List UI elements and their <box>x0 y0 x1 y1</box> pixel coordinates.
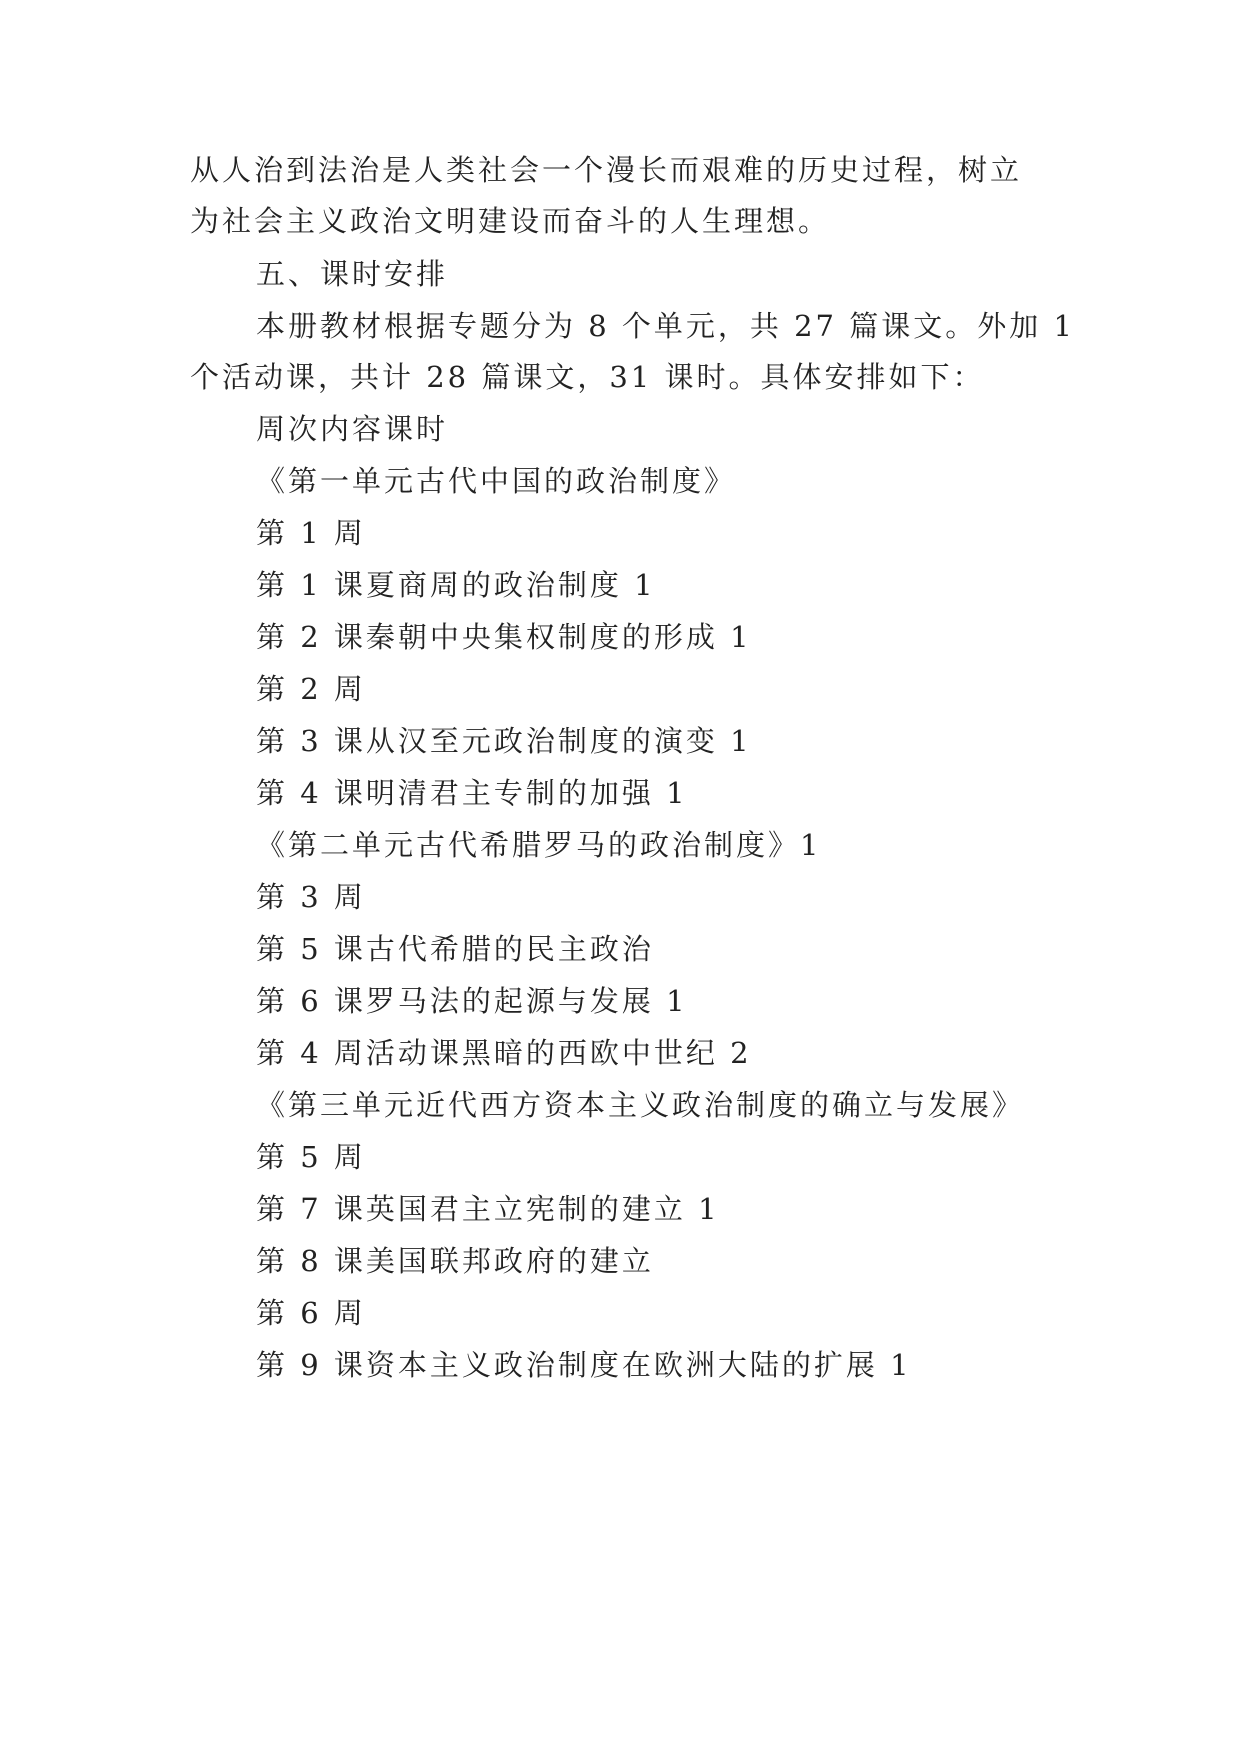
lesson-line: 第 7 课英国君主立宪制的建立 1 <box>256 1192 720 1226</box>
lesson-line: 第 9 课资本主义政治制度在欧洲大陆的扩展 1 <box>256 1348 912 1382</box>
lesson-line: 第 3 课从汉至元政治制度的演变 1 <box>256 724 752 758</box>
lesson-line: 第 4 课明清君主专制的加强 1 <box>256 776 688 810</box>
paragraph-line: 从人治到法治是人类社会一个漫长而艰难的历史过程，树立 <box>190 153 1023 187</box>
lesson-line: 第 5 课古代希腊的民主政治 <box>256 932 654 966</box>
week-label: 第 2 周 <box>256 672 366 706</box>
lesson-line: 第 1 课夏商周的政治制度 1 <box>256 568 656 602</box>
lesson-line: 第 6 课罗马法的起源与发展 1 <box>256 984 688 1018</box>
week-label: 第 6 周 <box>256 1296 366 1330</box>
paragraph-line: 本册教材根据专题分为 8 个单元，共 27 篇课文。外加 1 <box>256 309 1075 343</box>
week-label: 第 1 周 <box>256 516 366 550</box>
week-label: 第 3 周 <box>256 880 366 914</box>
lesson-line: 第 2 课秦朝中央集权制度的形成 1 <box>256 620 752 654</box>
unit-title: 《第三单元近代西方资本主义政治制度的确立与发展》 <box>256 1088 1025 1122</box>
paragraph-line: 为社会主义政治文明建设而奋斗的人生理想。 <box>190 204 831 238</box>
unit-title: 《第二单元古代希腊罗马的政治制度》1 <box>256 828 822 862</box>
week-label: 第 5 周 <box>256 1140 366 1174</box>
section-heading: 五、课时安排 <box>256 257 449 291</box>
week-activity-line: 第 4 周活动课黑暗的西欧中世纪 2 <box>256 1036 752 1070</box>
schedule-header: 周次内容课时 <box>256 412 449 446</box>
lesson-line: 第 8 课美国联邦政府的建立 <box>256 1244 654 1278</box>
paragraph-line: 个活动课，共计 28 篇课文，31 课时。具体安排如下： <box>190 360 985 394</box>
unit-title: 《第一单元古代中国的政治制度》 <box>256 464 737 498</box>
